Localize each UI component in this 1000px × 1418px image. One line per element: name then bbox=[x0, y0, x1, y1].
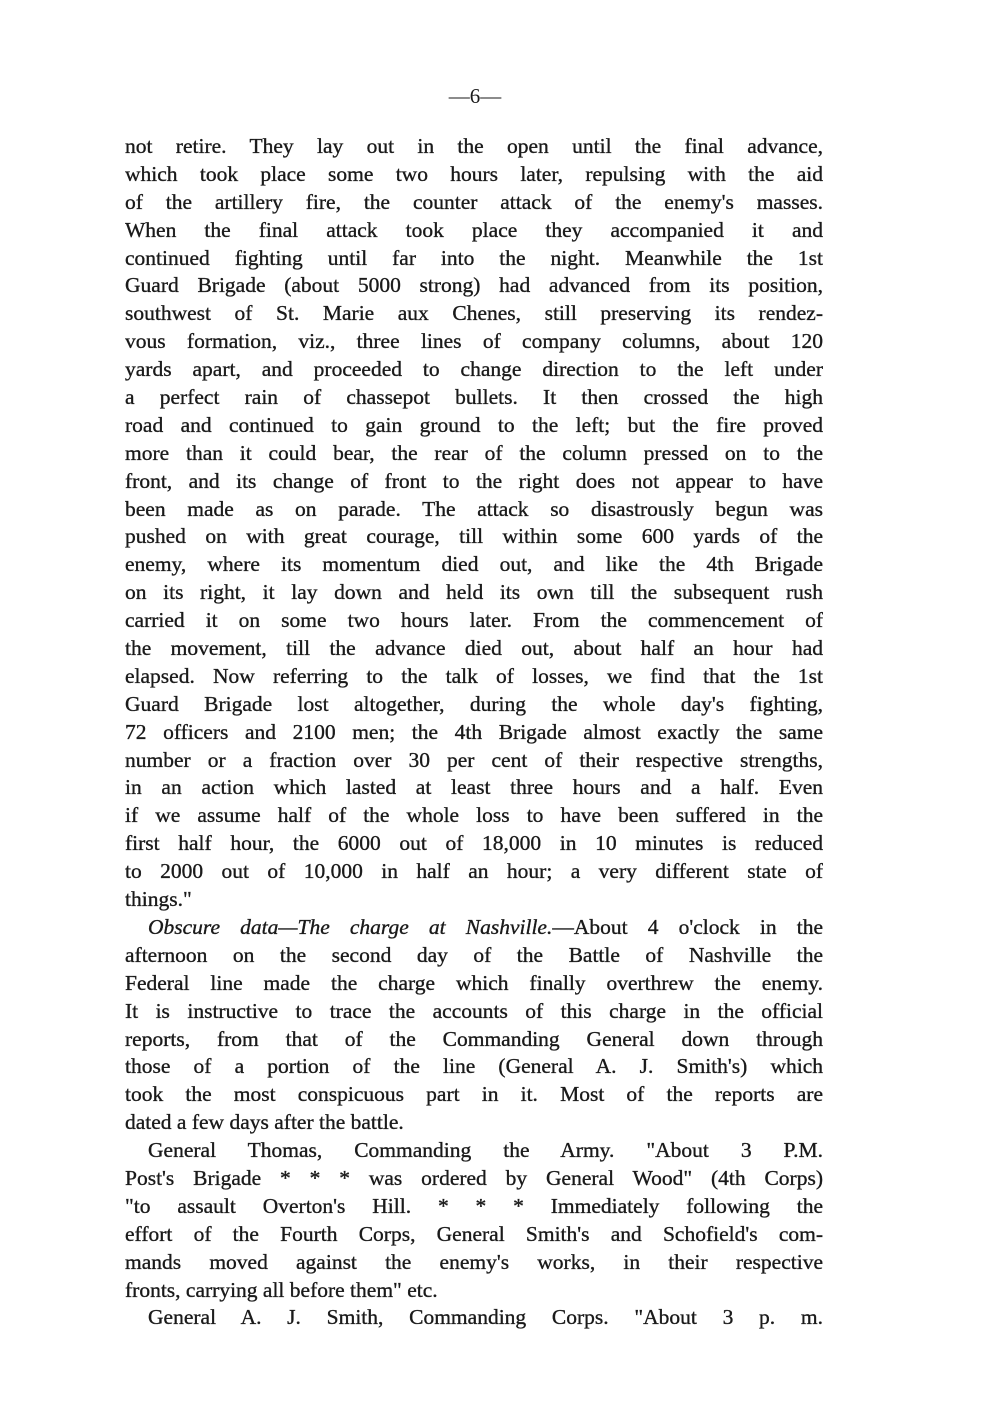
line-text: not retire. They lay out in the open until the final advance, bbox=[125, 134, 823, 158]
line-text: been made as on parade. The attack so disastrously begun was bbox=[125, 496, 823, 521]
text-line bbox=[125, 774, 823, 802]
text-line bbox=[125, 496, 823, 524]
text-line bbox=[125, 802, 823, 830]
line-text: Guard Brigade lost altogether, during the whole day's fighting, bbox=[125, 691, 823, 716]
line-text: afternoon on the second day of the Battle of Nashville the bbox=[125, 942, 823, 967]
text-line bbox=[125, 412, 823, 440]
line-text: yards apart, and proceeded to change direction to the left under bbox=[125, 357, 823, 382]
line-text: those of a portion of the line (General A. J. Smith's) which bbox=[125, 1054, 823, 1079]
text-line bbox=[125, 1026, 823, 1054]
line-text: things." bbox=[125, 887, 192, 912]
line-text: took the most conspicuous part in it. Most of the reports are bbox=[125, 1082, 823, 1107]
text-line bbox=[125, 440, 823, 468]
line-text: Guard Brigade (about 5000 strong) had advanced from its position, bbox=[125, 273, 823, 298]
text-line bbox=[125, 1193, 823, 1221]
line-text: in an action which lasted at least three hours and a half. Even bbox=[125, 775, 823, 800]
line-text: vous formation, viz., three lines of company columns, about 120 bbox=[125, 329, 823, 354]
text-line bbox=[125, 217, 823, 245]
line-text: When the final attack took place they accompanied it and bbox=[125, 217, 823, 242]
line-text: Federal line made the charge which finally overthrew the enemy. bbox=[125, 970, 823, 995]
text-line bbox=[125, 300, 823, 328]
text-line bbox=[125, 1165, 823, 1193]
line-text: mands moved against the enemy's works, in their respective bbox=[125, 1249, 823, 1274]
line-text: first half hour, the 6000 out of 18,000 in 10 minutes is reduced bbox=[125, 831, 823, 856]
line-text: "to assault Overton's Hill. * * * Immediately following the bbox=[125, 1193, 823, 1218]
text-line bbox=[125, 384, 823, 412]
line-text: effort of the Fourth Corps, General Smith's and Schofield's com- bbox=[125, 1221, 823, 1246]
text-line bbox=[125, 663, 823, 691]
line-text: road and continued to gain ground to the left; but the fire proved bbox=[125, 412, 823, 437]
line-text: of the artillery fire, the counter attack of the enemy's masses. bbox=[125, 189, 823, 214]
text-line bbox=[125, 523, 823, 551]
line-text: if we assume half of the whole loss to have been suffered in the bbox=[125, 803, 823, 828]
text-line bbox=[125, 691, 823, 719]
text-line bbox=[125, 607, 823, 635]
line-text: General Thomas, Commanding the Army. "About 3 P.M. bbox=[148, 1138, 823, 1163]
line-text: on its right, it lay down and held its own till the subsequent rush bbox=[125, 580, 823, 605]
body-text bbox=[125, 133, 823, 1332]
text-line bbox=[125, 245, 823, 273]
line-text: enemy, where its momentum died out, and like the 4th Brigade bbox=[125, 552, 823, 577]
text-line bbox=[125, 328, 823, 356]
text-line bbox=[125, 1304, 823, 1332]
text-line bbox=[125, 1249, 823, 1277]
text-line bbox=[125, 161, 823, 189]
text-line bbox=[125, 970, 823, 998]
line-text: continued fighting until far into the night. Meanwhile the 1st bbox=[125, 245, 823, 270]
text-line bbox=[125, 1137, 823, 1165]
text-line bbox=[125, 942, 823, 970]
text-line bbox=[125, 635, 823, 663]
line-text: dated a few days after the battle. bbox=[125, 1110, 404, 1135]
line-text: —About 4 o'clock in the bbox=[552, 914, 823, 939]
text-line bbox=[125, 1081, 823, 1109]
line-text: a perfect rain of chassepot bullets. It then crossed the high bbox=[125, 385, 823, 410]
line-text: front, and its change of front to the right does not appear to have bbox=[125, 468, 823, 493]
italic-heading: Obscure data—The charge at Nashville. bbox=[148, 914, 553, 939]
line-text: more than it could bear, the rear of the column pressed on to the bbox=[125, 440, 823, 465]
text-line bbox=[125, 551, 823, 579]
line-text: carried it on some two hours later. From the commencement of bbox=[125, 608, 823, 633]
text-line bbox=[125, 1277, 823, 1305]
line-text: number or a fraction over 30 per cent of their respective strengths, bbox=[125, 747, 823, 772]
text-line bbox=[125, 468, 823, 496]
text-line bbox=[125, 356, 823, 384]
text-line bbox=[125, 1053, 823, 1081]
text-line bbox=[125, 189, 823, 217]
line-text: southwest of St. Marie aux Chenes, still preserving its rendez- bbox=[125, 301, 823, 326]
text-line bbox=[125, 830, 823, 858]
line-text: 72 officers and 2100 men; the 4th Brigade almost exactly the same bbox=[125, 719, 823, 744]
line-text: elapsed. Now referring to the talk of losses, we find that the 1st bbox=[125, 663, 823, 688]
line-text: which took place some two hours later, repulsing with the aid bbox=[125, 161, 823, 186]
text-line bbox=[125, 998, 823, 1026]
line-text: General A. J. Smith, Commanding Corps. "About 3 p. m. bbox=[148, 1305, 823, 1330]
line-text: reports, from that of the Commanding General down through bbox=[125, 1026, 823, 1051]
text-line bbox=[125, 272, 823, 300]
line-text: the movement, till the advance died out, about half an hour had bbox=[125, 636, 823, 661]
text-line bbox=[125, 886, 823, 914]
text-line bbox=[125, 719, 823, 747]
line-text: to 2000 out of 10,000 in half an hour; a very different state of bbox=[125, 859, 823, 884]
text-line bbox=[125, 133, 823, 161]
line-text: fronts, carrying all before them" etc. bbox=[125, 1277, 438, 1302]
text-line bbox=[125, 747, 823, 775]
text-line bbox=[125, 1221, 823, 1249]
line-text: pushed on with great courage, till within some 600 yards of the bbox=[125, 524, 823, 549]
text-line bbox=[125, 914, 823, 942]
line-text: Post's Brigade * * * was ordered by General Wood" (4th Corps) bbox=[125, 1165, 823, 1190]
text-line bbox=[125, 1109, 823, 1137]
line-text: It is instructive to trace the accounts of this charge in the official bbox=[125, 998, 823, 1023]
text-line bbox=[125, 579, 823, 607]
text-line bbox=[125, 858, 823, 886]
page-number: —6— bbox=[448, 84, 502, 108]
